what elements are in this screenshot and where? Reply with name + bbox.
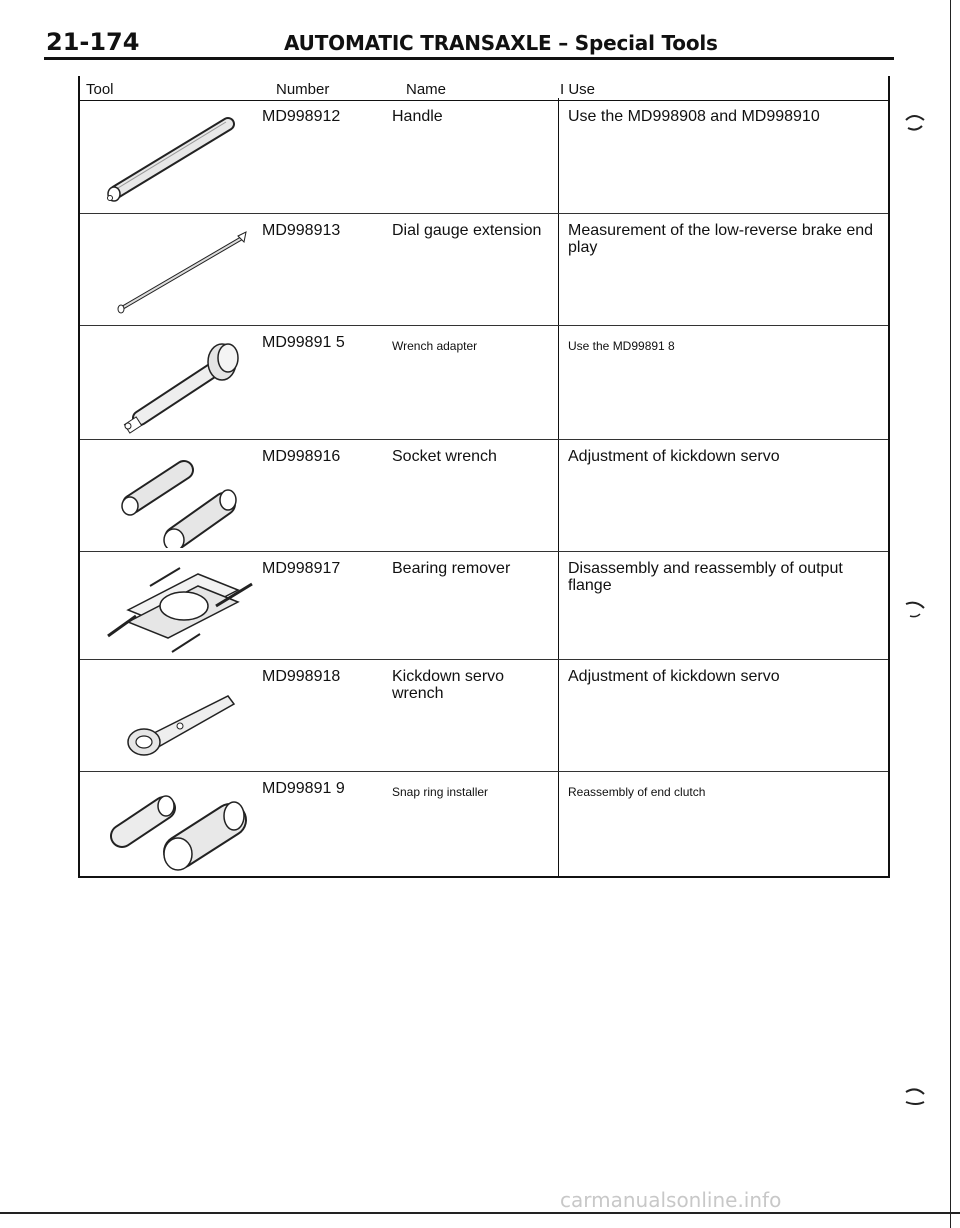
snap-ring-installer-icon [88,780,258,880]
tool-use: Reassembly of end clutch [568,785,706,799]
bearing-remover-icon [88,560,258,660]
table-row [80,214,888,326]
tool-number: MD99891 5 [262,334,345,351]
tool-name: Kickdown servo wrench [392,668,505,702]
right-margin-rule [950,0,951,1228]
tool-number: MD998918 [262,668,341,685]
table-row [80,100,888,214]
column-header-number: Number [276,81,330,98]
tool-name: Socket wrench [392,448,497,465]
tool-use: Adjustment of kickdown servo [568,448,780,465]
tool-name: Bearing remover [392,560,511,577]
table-header [80,76,888,101]
tool-use: Adjustment of kickdown servo [568,668,780,685]
table-row [80,552,888,660]
column-header-use: I Use [560,81,596,98]
table-row [80,660,888,772]
binding-mark-icon [904,596,928,620]
binding-mark-icon [904,1084,928,1108]
wrench-adapter-icon [88,334,258,434]
column-header-tool: Tool [86,81,114,98]
tool-number: MD998917 [262,560,341,577]
tool-number: MD998913 [262,222,341,239]
column-header-name: Name [406,81,447,98]
page-title: AUTOMATIC TRANSAXLE – Special Tools [284,31,718,55]
page-header [30,26,890,60]
tool-number: MD998912 [262,108,341,125]
tool-use: Use the MD99891 8 [568,339,675,353]
dial-gauge-extension-icon [88,222,258,322]
watermark: carmanualsonline.info [560,1188,782,1212]
tool-number: MD998916 [262,448,341,465]
special-tools-table [78,76,890,878]
tool-use: Measurement of the low-reverse brake end play [568,222,874,256]
header-rule [44,57,894,60]
tool-name: Dial gauge extension [392,222,542,239]
table-row [80,440,888,552]
binding-mark-icon [904,110,928,134]
tool-use: Disassembly and reassembly of output flange [568,560,843,594]
socket-wrench-icon [88,448,258,548]
tool-name: Snap ring installer [392,785,489,799]
tool-name: Handle [392,108,443,125]
tool-name: Wrench adapter [392,339,478,353]
footer-rule [0,1212,960,1214]
tool-use: Use the MD998908 and MD998910 [568,108,820,125]
table-row [80,772,888,876]
kickdown-servo-wrench-icon [88,668,258,768]
handle-tool-icon [88,108,258,208]
tool-number: MD99891 9 [262,780,345,797]
table-row [80,326,888,440]
page-number: 21-174 [46,28,140,56]
